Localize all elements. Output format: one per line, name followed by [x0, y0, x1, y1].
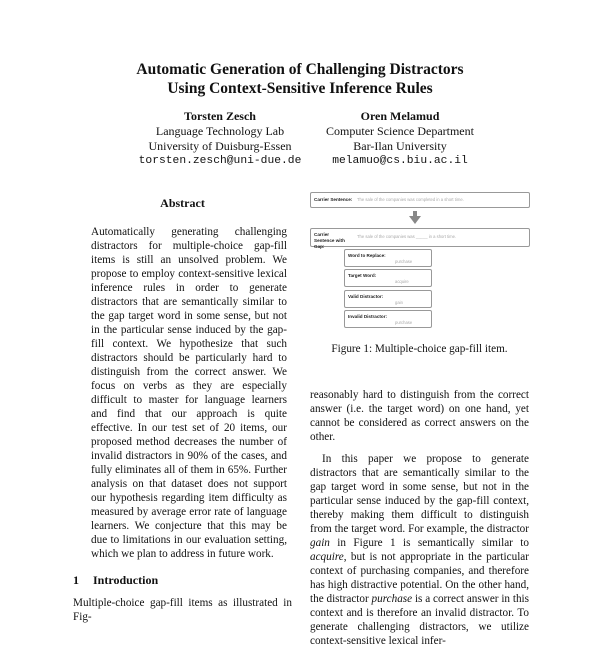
- carrier-gap-label: Carrier Sentence with Gap:: [314, 232, 345, 249]
- carrier-gap-text: The sale of the companies was _____ in a short time.: [357, 234, 457, 239]
- figure-caption: Figure 1: Multiple-choice gap-fill item.: [331, 343, 508, 355]
- right-column: [310, 388, 529, 648]
- author-affiliation: Language Technology Lab: [155, 124, 285, 138]
- abstract-text: Automatically generating challenging distractors for multiple-choice gap-fill items is still an unsolved problem. We propose to employ context-sensitive lexical inference rules in order to generate distractors that are semantically similar to the gap target word in some sense, but not in the particular sense induced by the gap-fill context. We hypothesize that such distractors should be particularly hard to distinguish from the correct answer. We focus on verbs as they are especially difficult to master for language learners and find that our approach is quite effective. In our test set of 20 items, our proposed method decreases the number of invalid distractors in 90% of the cases, and fully eliminates all of them in 65%. Further analysis on that dataset does not support our hypothesis regarding item difficulty as measured by average error rate of language learners. We conjecture that this may be due to limitations in our evaluation setting, which we plan to address in future work.: [91, 226, 287, 560]
- figure-item-label: Valid Distractor:: [348, 294, 384, 299]
- author-institution: University of Duisburg-Essen: [148, 139, 292, 153]
- author-institution: Bar-Ilan University: [353, 139, 447, 153]
- figure-1: [310, 192, 529, 332]
- author-affiliation: Computer Science Department: [326, 124, 474, 138]
- figure-item-value: gain: [395, 300, 403, 305]
- section-title: Introduction: [93, 573, 159, 587]
- continuation-text: reasonably hard to distinguish from the correct answer (i.e. the target word) on one hand, yet cannot be considered as correct answers on the other.: [310, 389, 529, 443]
- figure-item-box-3: [344, 290, 432, 308]
- text-span: in Figure 1 is semantically similar to: [329, 537, 529, 549]
- text-span: In this paper we propose to generate distractors that are semantically similar to the gap target word in some sense, but not in the particular sense induced by the gap-fill context, thereby making them difficult to distinguish from the target word. For example, the distractor: [310, 453, 529, 535]
- figure-item-value: acquire: [395, 279, 409, 284]
- text-span: , but is not appropriate in the particular context of purchasing companies, and therefore has high distractive potential. On the other hand, the distractor: [310, 551, 529, 605]
- figure-item-box-2: [344, 269, 432, 287]
- title-line-2: Using Context-Sensitive Inference Rules: [167, 80, 433, 97]
- down-arrow-icon: [409, 216, 421, 224]
- title-line-1: Automatic Generation of Challenging Distractors: [136, 61, 464, 78]
- author-email: melamuo@cs.biu.ac.il: [332, 155, 468, 167]
- term-gain: gain: [310, 537, 330, 549]
- author-name: Torsten Zesch: [184, 109, 256, 123]
- paragraph-2: [310, 452, 529, 648]
- carrier-sentence-box: [310, 192, 530, 208]
- paper-title: [0, 60, 600, 98]
- author-email: torsten.zesch@uni-due.de: [138, 155, 302, 167]
- author-block-2: [285, 109, 515, 169]
- carrier-sentence-label: Carrier Sentence:: [314, 197, 353, 202]
- section-number: 1: [73, 573, 79, 587]
- figure-item-box-1: [344, 249, 432, 267]
- introduction-text: Multiple-choice gap-fill items as illustrated in Fig-: [73, 597, 292, 623]
- carrier-sentence-text: The sale of the companies was completed in a short time.: [357, 197, 464, 202]
- figure-item-box-4: [344, 310, 432, 328]
- figure-item-value: purchase: [395, 259, 413, 264]
- figure-item-label: Word to Replace:: [348, 253, 386, 258]
- author-name: Oren Melamud: [360, 109, 440, 123]
- left-column: [73, 196, 292, 624]
- text-span: is a correct answer in this context and is therefore an invalid distractor. To generate challenging distractors, we utilize context-sensitive lexical infer-: [310, 593, 529, 647]
- abstract-heading: Abstract: [160, 196, 205, 210]
- section-heading-introduction: [73, 573, 292, 588]
- figure-item-label: Target Word:: [348, 273, 377, 278]
- term-acquire: acquire: [310, 551, 344, 563]
- carrier-gap-box: [310, 228, 530, 247]
- figure-item-value: purchase: [395, 320, 413, 325]
- term-purchase: purchase: [371, 593, 413, 605]
- figure-item-label: Invalid Distractor:: [348, 314, 388, 319]
